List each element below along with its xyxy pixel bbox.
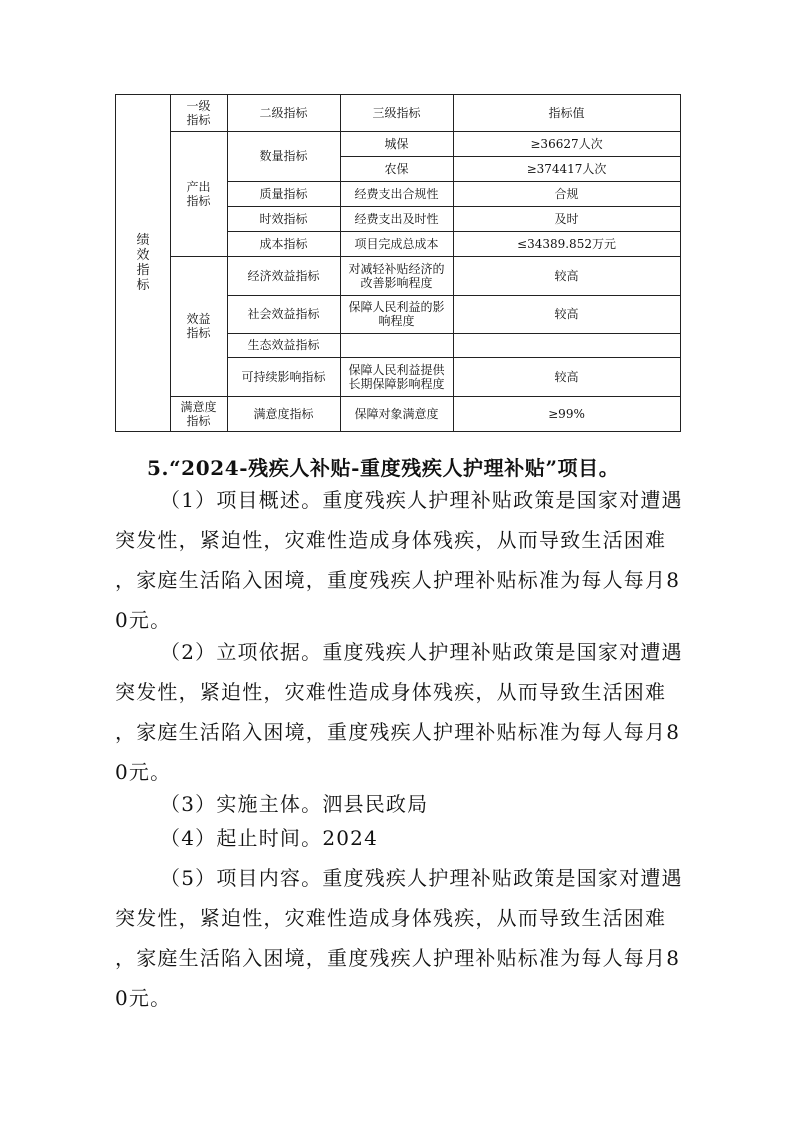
row-social-level3: 保障人民利益的影响程度 (348, 300, 445, 328)
category-label: 绩效指标 (136, 233, 150, 293)
group-satisfaction: 满意度指标 (180, 399, 217, 428)
body-line: 0元。 (115, 608, 172, 632)
row-quality-level2: 质量指标 (259, 186, 308, 201)
row-economic-value: 较高 (554, 268, 579, 283)
row-quantity-b-level3: 农保 (384, 161, 409, 176)
row-timeliness-level2: 时效指标 (259, 211, 308, 226)
header-level3: 三级指标 (372, 105, 421, 120)
header-value: 指标值 (548, 105, 585, 120)
group-output: 产出指标 (186, 179, 211, 208)
body-line: （1）项目概述。重度残疾人护理补贴政策是国家对遭遇 (160, 488, 683, 512)
section-heading: 5.“2024-残疾人补贴-重度残疾人护理补贴”项目。 (147, 456, 620, 480)
row-quantity-b-value: ≥374417人次 (526, 161, 607, 176)
body-line: （4）起止时间。2024 (160, 826, 379, 850)
row-quality-value: 合规 (554, 186, 579, 201)
row-economic-level3: 对减轻补贴经济的改善影响程度 (348, 261, 445, 290)
body-line: ，家庭生活陷入困境，重度残疾人护理补贴标准为每人每月8 (115, 568, 681, 592)
row-quantity-a-level3: 城保 (384, 136, 409, 151)
row-cost-level3: 项目完成总成本 (354, 236, 439, 251)
table-rule (680, 94, 681, 432)
row-ecological-level3 (340, 333, 453, 357)
row-satisfaction-level2: 满意度指标 (253, 406, 314, 421)
body-line: 0元。 (115, 760, 172, 784)
performance-indicator-table (0, 0, 793, 440)
row-satisfaction-value: ≥99% (548, 406, 585, 421)
body-line: （3）实施主体。泗县民政局 (160, 792, 429, 816)
header-level1: 一级指标 (186, 98, 211, 127)
row-cost-value: ≤34389.852万元 (517, 236, 616, 251)
row-satisfaction-level3: 保障对象满意度 (354, 406, 439, 421)
row-quantity-a-value: ≥36627人次 (530, 136, 603, 151)
body-line: （2）立项依据。重度残疾人护理补贴政策是国家对遭遇 (160, 640, 683, 664)
header-level2: 二级指标 (259, 105, 308, 120)
body-line: 突发性，紧迫性，灾难性造成身体残疾，从而导致生活困难 (115, 680, 667, 704)
row-ecological-value (453, 333, 680, 357)
row-social-value: 较高 (554, 307, 579, 321)
row-timeliness-level3: 经费支出及时性 (354, 211, 439, 226)
body-line: 突发性，紧迫性，灾难性造成身体残疾，从而导致生活困难 (115, 528, 667, 552)
body-line: 0元。 (115, 986, 172, 1010)
row-timeliness-value: 及时 (554, 211, 579, 226)
row-economic-level2: 经济效益指标 (247, 268, 320, 283)
row-social-level2: 社会效益指标 (247, 307, 320, 321)
row-quantity-level2: 数量指标 (259, 149, 308, 163)
body-line: ，家庭生活陷入困境，重度残疾人护理补贴标准为每人每月8 (115, 946, 681, 970)
row-sustainable-value: 较高 (554, 369, 579, 384)
body-line: ，家庭生活陷入困境，重度残疾人护理补贴标准为每人每月8 (115, 720, 681, 744)
group-benefit: 效益指标 (186, 312, 211, 340)
body-line: （5）项目内容。重度残疾人护理补贴政策是国家对遭遇 (160, 866, 683, 890)
row-cost-level2: 成本指标 (259, 236, 308, 251)
category-cell (115, 94, 171, 432)
table-rule (115, 431, 681, 432)
row-sustainable-level2: 可持续影响指标 (241, 369, 326, 384)
body-line: 突发性，紧迫性，灾难性造成身体残疾，从而导致生活困难 (115, 906, 667, 930)
row-ecological-level2: 生态效益指标 (247, 338, 320, 352)
row-quality-level3: 经费支出合规性 (354, 186, 439, 201)
row-sustainable-level3: 保障人民利益提供长期保障影响程度 (348, 362, 445, 391)
